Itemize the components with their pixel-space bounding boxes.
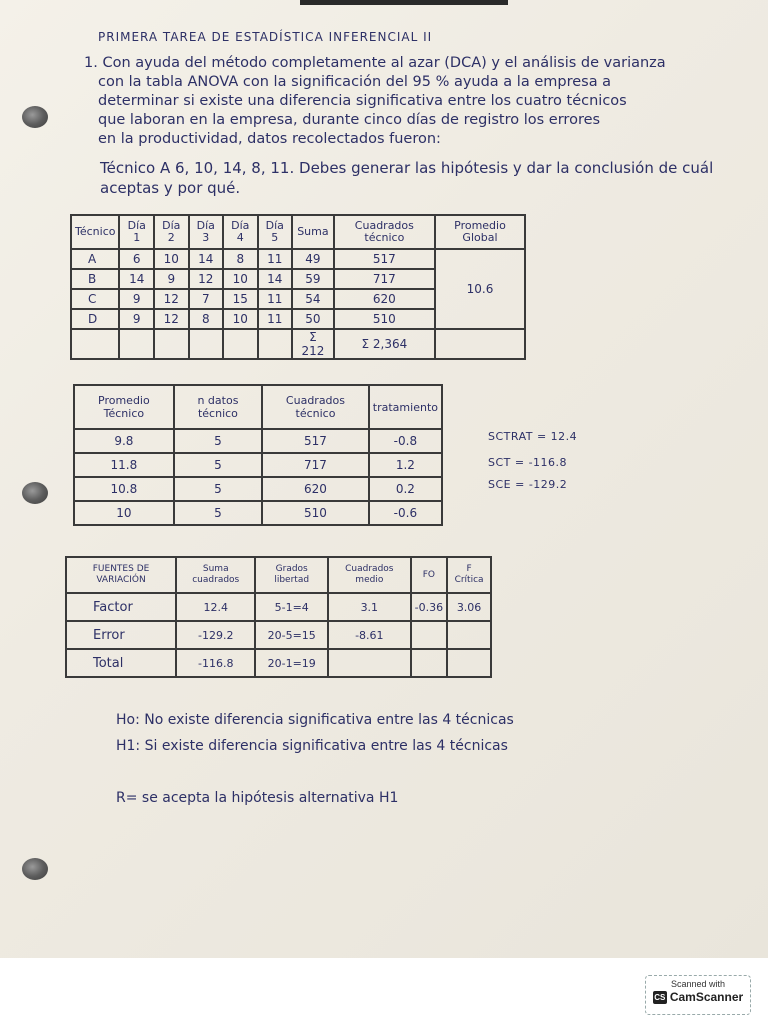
col-header: Cuadrados técnico [262, 385, 369, 429]
cell: 20-1=19 [255, 649, 328, 677]
cell: 9 [119, 309, 154, 329]
cell: 5 [174, 453, 262, 477]
table-row [74, 429, 442, 453]
cell: 9.8 [74, 429, 174, 453]
cell: 9 [154, 269, 189, 289]
cell: 10 [74, 501, 174, 525]
col-header: Día 3 [189, 215, 224, 249]
cell: 10.8 [74, 477, 174, 501]
cell [328, 649, 411, 677]
cell: 10 [223, 269, 258, 289]
problem-line: que laboran en la empresa, durante cinco días de registro los errores [98, 112, 601, 128]
cell: 620 [262, 477, 369, 501]
cell: 8 [189, 309, 224, 329]
camscanner-logo-icon: CS [654, 992, 666, 1002]
table-row [74, 501, 442, 525]
table-row [66, 649, 491, 677]
promedio-global-cell: 10.6 [435, 249, 525, 329]
camscanner-name: CamScanner [669, 990, 744, 1004]
cell [258, 329, 293, 359]
cell: B [71, 269, 119, 289]
f-critica-cell: 3.06 [447, 593, 491, 621]
col-header: Suma [292, 215, 334, 249]
table-total-row [71, 329, 525, 359]
cell: Total [66, 649, 176, 677]
cell: A [71, 249, 119, 269]
col-header: FUENTES DE VARIACIÓN [66, 557, 176, 593]
sctrat-note: SCTRAT = 12.4 [488, 430, 578, 443]
cell: 620 [334, 289, 435, 309]
cell: 12 [154, 309, 189, 329]
cell: 10 [223, 309, 258, 329]
cell [71, 329, 119, 359]
cell [119, 329, 154, 359]
col-header: Técnico [71, 215, 119, 249]
problem-line: determinar si existe una diferencia significativa entre los cuatro técnicos [98, 93, 627, 109]
scanned-with-text: Scanned with [670, 979, 726, 989]
cell: 5-1=4 [255, 593, 328, 621]
problem-line: en la productividad, datos recolectados fueron: [98, 131, 441, 147]
cell: 510 [262, 501, 369, 525]
fo-cell: -0.36 [411, 593, 447, 621]
cell: 8 [223, 249, 258, 269]
cell [435, 329, 525, 359]
col-header: tratamiento [369, 385, 442, 429]
cell: 11 [258, 309, 293, 329]
cell: 717 [334, 269, 435, 289]
cell: 11 [258, 249, 293, 269]
cell [223, 329, 258, 359]
cell: 59 [292, 269, 334, 289]
page-edge-shadow [300, 0, 508, 5]
cell: 54 [292, 289, 334, 309]
cell: 11.8 [74, 453, 174, 477]
cell: 1.2 [369, 453, 442, 477]
col-header: Promedio Técnico [74, 385, 174, 429]
cell: Error [66, 621, 176, 649]
table-row [71, 249, 525, 269]
total-suma-cell: Σ 212 [292, 329, 334, 359]
cell: 15 [223, 289, 258, 309]
cell: C [71, 289, 119, 309]
col-header: Día 2 [154, 215, 189, 249]
cell: 14 [189, 249, 224, 269]
table-row [66, 621, 491, 649]
cell: 5 [174, 501, 262, 525]
problem-statement [84, 54, 744, 149]
cell: -116.8 [176, 649, 255, 677]
col-header: F Crítica [447, 557, 491, 593]
cell: 12 [189, 269, 224, 289]
cell [411, 621, 447, 649]
col-header: Grados libertad [255, 557, 328, 593]
data-line: Técnico A 6, 10, 14, 8, 11. Debes generar las hipótesis y dar la conclusión de cuál aceptas y por qué. [100, 159, 714, 197]
col-header: Día 5 [258, 215, 293, 249]
total-cuadrados-cell: Σ 2,364 [334, 329, 435, 359]
cell: 3.1 [328, 593, 411, 621]
table-header-row [71, 215, 525, 249]
col-header: Cuadrados técnico [334, 215, 435, 249]
cell: 14 [119, 269, 154, 289]
col-header: n datos técnico [174, 385, 262, 429]
cell: 517 [334, 249, 435, 269]
cell: D [71, 309, 119, 329]
cell: Factor [66, 593, 176, 621]
cell: 510 [334, 309, 435, 329]
table-row [74, 453, 442, 477]
cell: 517 [262, 429, 369, 453]
cell: 14 [258, 269, 293, 289]
cell: 717 [262, 453, 369, 477]
binder-hole [22, 106, 48, 128]
camscanner-brand [646, 990, 750, 1004]
cell [447, 621, 491, 649]
page-title: PRIMERA TAREA DE ESTADÍSTICA INFERENCIAL II [98, 30, 433, 44]
alternative-hypothesis: H1: Si existe diferencia significativa entre las 4 técnicas [116, 738, 508, 754]
col-header: Cuadrados medio [328, 557, 411, 593]
conclusion: R= se acepta la hipótesis alternativa H1 [116, 790, 399, 806]
problem-line: 1. Con ayuda del método completamente al azar (DCA) y el análisis de varianza [84, 55, 666, 71]
cell: -8.61 [328, 621, 411, 649]
cell [189, 329, 224, 359]
table-row [66, 593, 491, 621]
col-header: Día 4 [223, 215, 258, 249]
col-header: FO [411, 557, 447, 593]
anova-table [65, 556, 492, 678]
cell: 5 [174, 429, 262, 453]
cell [447, 649, 491, 677]
cell: 6 [119, 249, 154, 269]
cell: 9 [119, 289, 154, 309]
cell: 12.4 [176, 593, 255, 621]
col-header: Día 1 [119, 215, 154, 249]
data-table [70, 214, 526, 360]
cell: 11 [258, 289, 293, 309]
sct-note: SCT = -116.8 [488, 456, 568, 469]
table-header-row [74, 385, 442, 429]
binder-hole [22, 858, 48, 880]
cell: -129.2 [176, 621, 255, 649]
cell: 0.2 [369, 477, 442, 501]
promedios-table [73, 384, 443, 526]
col-header: Suma cuadrados [176, 557, 255, 593]
cell: 49 [292, 249, 334, 269]
cell [154, 329, 189, 359]
cell [411, 649, 447, 677]
cell: 20-5=15 [255, 621, 328, 649]
table-row [74, 477, 442, 501]
sce-note: SCE = -129.2 [488, 478, 568, 491]
col-header: Promedio Global [435, 215, 525, 249]
cell: 7 [189, 289, 224, 309]
cell: -0.6 [369, 501, 442, 525]
binder-hole [22, 482, 48, 504]
cell: 12 [154, 289, 189, 309]
cell: 5 [174, 477, 262, 501]
table-header-row [66, 557, 491, 593]
cell: 10 [154, 249, 189, 269]
problem-line: con la tabla ANOVA con la significación del 95 % ayuda a la empresa a [98, 74, 612, 90]
cell: -0.8 [369, 429, 442, 453]
null-hypothesis: Ho: No existe diferencia significativa entre las 4 técnicas [116, 712, 514, 728]
cell: 50 [292, 309, 334, 329]
camscanner-watermark [645, 975, 751, 1015]
